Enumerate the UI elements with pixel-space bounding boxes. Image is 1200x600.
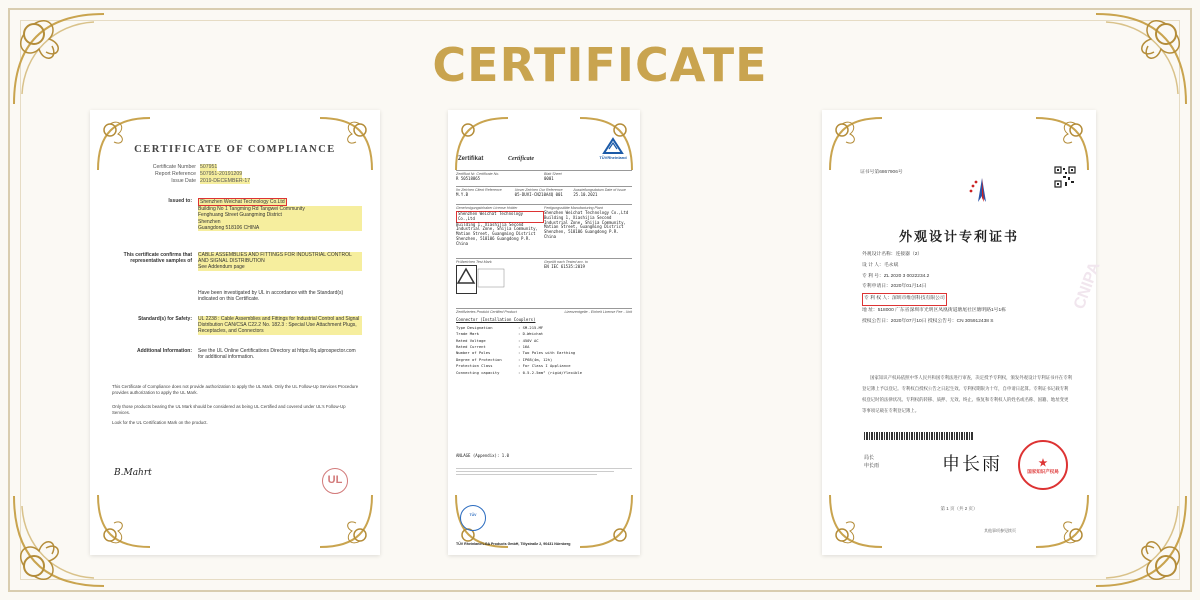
- company-name: Shenzhen Weichat Technology Co.Ltd: [200, 199, 285, 205]
- address-line: Building No 1 Tangming Rd Tangwei Community: [198, 206, 362, 212]
- cn-field: 设 计 人：毛永斌: [862, 262, 899, 268]
- our-ref-label: Unser Zeichen Our Reference: [514, 188, 563, 192]
- client-ref: M.Y.B: [456, 192, 469, 197]
- reg-no: R 50518865: [456, 176, 481, 181]
- ul-additional: [112, 348, 362, 360]
- license-label: Lizenzentgelte - Einheit License Fee - Unit: [564, 310, 632, 314]
- row-key: Protection Class: [456, 363, 493, 369]
- test-mark-label: Prüfzeichen Test Mark: [456, 260, 492, 264]
- row-value: : D-Weichat: [518, 331, 544, 337]
- sign-label: 申长雨: [864, 463, 880, 469]
- cn-field: 外观设计名称：连接器（2）: [862, 252, 923, 257]
- row-value: : 16A: [518, 344, 530, 350]
- tuv-holder-row: [456, 204, 632, 247]
- product-row: [456, 370, 632, 376]
- test-mark-icon: [456, 265, 506, 295]
- plant-address: Shenzhen Weichat Technology Co.,Ltd Building 1, Xiashijia Second Industrial Zone, Shijia Community, Matian Street, Guangming District Shenzhen, 518106 Guangdong P.R. China: [544, 210, 629, 239]
- qr-code-icon: [1054, 166, 1076, 188]
- seal-text: 国家知识产权局: [1027, 469, 1059, 474]
- tuv-ref-row: [456, 186, 632, 198]
- tuv-test-row: [456, 258, 632, 296]
- ul-footnote: Look for the UL Certification Mark on the product.: [112, 420, 208, 425]
- confirms-label: This certificate confirms that representative samples of: [123, 252, 192, 265]
- client-ref-label: Ihr Zeichen Client Reference: [456, 188, 502, 192]
- cnipa-watermark: CNIPA: [1071, 260, 1104, 312]
- issued-to-label: Issued to:: [168, 198, 192, 204]
- page-title: CERTIFICATE: [432, 38, 768, 92]
- tuv-title-en: Certificate: [508, 156, 534, 162]
- product-description: CABLE ASSEMBLIES AND FITTINGS FOR INDUSTRIAL CONTROL AND SIGNAL DISTRIBUTION: [198, 252, 362, 264]
- tuv-certificate: [448, 110, 640, 555]
- row-key: Degree of Protection: [456, 356, 502, 362]
- corner-ornament-bottom-right: [1086, 486, 1196, 596]
- cn-signature: 申长雨: [942, 454, 1002, 475]
- row-value: : IP68(4m, 12h): [518, 356, 553, 362]
- ul-meta: [120, 164, 250, 184]
- row-value: : 0.5-2.5mm² (rigid/flexible: [518, 369, 583, 375]
- holder-name: Shenzhen Weichat Technology Co.,Ltd: [456, 211, 544, 223]
- cn-fields: [862, 250, 1062, 328]
- tuv-triangle-icon: [603, 138, 623, 154]
- product-label: Zertifiziertes Produkt Certified Product: [456, 310, 517, 314]
- row-key: Rated Voltage: [456, 337, 486, 343]
- ul-issued-to: [112, 198, 362, 231]
- our-ref: 05-DUVI-CN210A4Q 001: [514, 192, 563, 197]
- certificate-corner-ornament: [1032, 114, 1092, 174]
- row-value: : 450V AC: [518, 337, 539, 343]
- standards-label: Standard(s) for Safety:: [138, 316, 192, 322]
- tuv-title-de: Zertifikat: [458, 156, 484, 162]
- holder-address: Building 1, Xiashijia Second Industrial Zone, Shijia Community, Matian Street, Guangming District Shenzhen, 518106 Guangdong P.R. China: [456, 221, 538, 246]
- tuv-logo-text: TÜVRheinland: [599, 155, 627, 160]
- cn-page-number: 第 1 页（共 2 页）: [940, 506, 978, 511]
- test-spec-label: Geprüft nach Tested acc. to: [544, 260, 589, 264]
- cnipa-emblem-icon: [967, 176, 997, 204]
- tuv-stamp: TÜV: [460, 505, 486, 531]
- standards-text: UL 2238 : Cable Assemblies and Fittings for Industrial Control and Signal Distribution CAN/CSA C22.2 No. 182.3 : Special Use Attachment Plugs, Receptacles, and Connectors: [198, 316, 362, 335]
- tuv-logo: [598, 138, 628, 160]
- meta-value: 507951: [200, 164, 218, 170]
- test-spec: EN IEC 61535:2019: [544, 264, 585, 269]
- ul-product: [112, 252, 362, 271]
- row-key: Number of Poles: [456, 350, 491, 356]
- investigated-text: Have been investigated by UL in accordance with the Standard(s) indicated on this Certificate.: [198, 290, 344, 303]
- certificate-corner-ornament: [94, 491, 154, 551]
- cn-official-seal: ★ 国家知识产权局: [1018, 440, 1068, 490]
- tuv-annex: ANLAGE (Appendix): 1.0: [456, 453, 509, 458]
- tuv-reg-row: [456, 170, 632, 182]
- cn-field: 专利申请日：2020年01月14日: [862, 284, 927, 290]
- tuv-fineprint: [456, 466, 632, 477]
- cn-patent-certificate: [822, 110, 1104, 555]
- additional-text: See the UL Online Certifications Directory at https://iq.ulprospector.com for additional information.: [198, 348, 356, 361]
- sheet-no: 0001: [544, 176, 554, 181]
- cn-field: 地 址：518000 广东省深圳市光明区凤凰街道塘尾社区塘明路1号1栋: [862, 307, 1006, 313]
- cn-cert-number: 证书号第6867906号: [860, 170, 903, 175]
- certificate-corner-ornament: [316, 491, 376, 551]
- tuv-product: [456, 308, 632, 376]
- issue-date: 25.10.2021: [573, 192, 598, 197]
- address-line: Shenzhen: [198, 219, 362, 225]
- row-value: : SM-215-MF: [518, 324, 544, 330]
- cn-bottom-note: 其他事项参见续页: [984, 528, 1016, 533]
- cn-patentee-field: 专 利 权 人：深圳市维创科技有限公司: [862, 293, 947, 306]
- tuv-footer: TÜV Rheinland LGA Products GmbH, Tillystraße 2, 90431 Nürnberg: [456, 542, 571, 546]
- sign-label: 局长: [864, 455, 875, 461]
- row-value: : For Class I Appliance: [518, 363, 571, 369]
- ul-investigated: [112, 290, 362, 302]
- certificate-corner-ornament: [826, 491, 886, 551]
- cn-field: 专 利 号：ZL 2020 3 0022234.2: [862, 273, 930, 279]
- meta-label: Issue Date: [171, 177, 196, 184]
- issue-label: Ausstellungsdatum Date of Issue: [573, 188, 626, 192]
- certificate-corner-ornament: [826, 114, 886, 174]
- certificate-corner-ornament: [452, 114, 512, 174]
- meta-label: Report Reference: [155, 170, 196, 177]
- ul-footnote: Only those products bearing the UL Mark should be considered as being UL Certified and covered under UL's Follow-Up Services.: [112, 404, 346, 415]
- certificate-corner-ornament: [1032, 491, 1092, 551]
- cn-body-text: 国家知识产权局依照中华人民共和国专利法进行审查，决定授予专利权，颁发外观设计专利证书并在专利登记簿上予以登记。专利权自授权公告之日起生效。专利权期限为十年，自申请日起算。专利证书记载专利权登记时的法律状况。专利权的转移、质押、无效、终止、恢复和专利权人的姓名或名称、国籍、地址变更等事项记载在专利登记簿上。: [862, 375, 1072, 413]
- ul-logo-icon: UL: [322, 468, 348, 494]
- row-value: : Two Poles with Earthing: [518, 350, 576, 356]
- meta-value: 2019-DECEMBER-17: [200, 177, 251, 184]
- cn-title: 外观设计专利证书: [898, 230, 1019, 245]
- addendum-note: See Addendum page: [198, 264, 362, 270]
- plant-label: Fertigungsstätte Manufacturing Plant: [544, 206, 603, 210]
- row-key: Rated Current: [456, 344, 486, 350]
- holder-label: Genehmigungsinhaber License Holder: [456, 206, 518, 210]
- address-line: Guangdong 518106 CHINA: [198, 225, 362, 231]
- ul-footnote: This Certificate of Compliance does not provide authorization to apply the UL Mark. Only the UL Follow-Up Services Procedure provides authorization to apply the UL Mark.: [112, 384, 359, 395]
- row-key: Connecting capacity: [456, 369, 500, 375]
- address-line: Fenghuang Street Guangming District: [198, 212, 362, 218]
- ul-standards: [112, 316, 362, 335]
- meta-label: Certificate Number: [152, 164, 196, 170]
- reg-label: Zertifikat Nr. Certificate No.: [456, 172, 500, 176]
- additional-label: Additional Information:: [137, 348, 192, 354]
- cn-sign-labels: [864, 454, 879, 470]
- ul-certificate: [90, 110, 380, 555]
- cn-field: 授权公告日：2020年07月10日 授权公告号：CN 305912438 S: [862, 318, 994, 324]
- row-key: Type Designation: [456, 324, 493, 330]
- sheet-label: Blatt Sheet: [544, 172, 562, 176]
- meta-value: 507951-20191209: [200, 170, 243, 177]
- ul-signature: B.Mahrt: [114, 468, 152, 478]
- product-name: Connector (Installation Couplers): [456, 317, 536, 322]
- barcode-icon: [864, 432, 974, 440]
- row-key: Trade Mark: [456, 331, 479, 337]
- ul-title: CERTIFICATE OF COMPLIANCE: [134, 144, 336, 155]
